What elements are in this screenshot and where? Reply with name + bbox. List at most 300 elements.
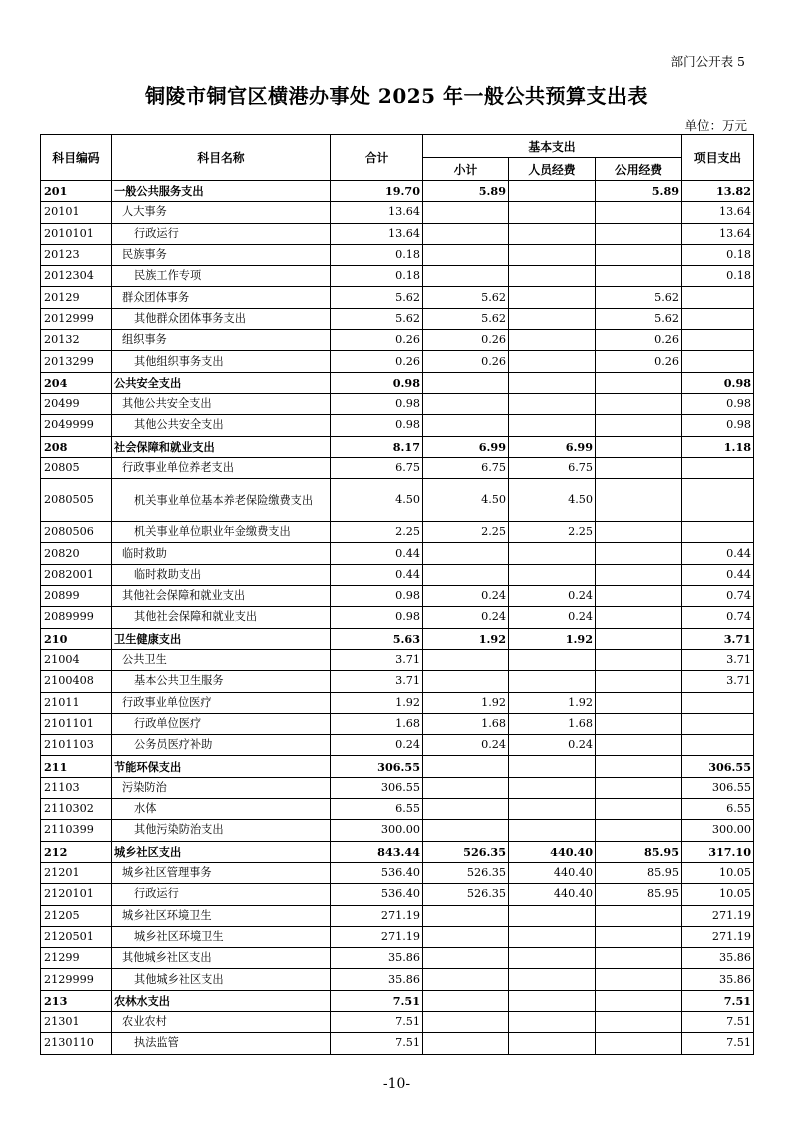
table-row <box>41 330 754 351</box>
cell-name: 其他污染防治支出 <box>112 820 331 841</box>
cell-subtotal <box>423 393 509 414</box>
cell-name: 人大事务 <box>112 202 331 223</box>
cell-personnel: 0.24 <box>509 735 596 756</box>
cell-subtotal <box>423 223 509 244</box>
cell-public: 0.26 <box>596 330 682 351</box>
cell-project <box>682 479 754 522</box>
cell-subtotal <box>423 969 509 990</box>
cell-project: 10.05 <box>682 884 754 905</box>
cell-subtotal: 5.62 <box>423 308 509 329</box>
cell-personnel <box>509 202 596 223</box>
cell-public <box>596 799 682 820</box>
table-row <box>41 308 754 329</box>
table-row <box>41 649 754 670</box>
cell-name: 社会保障和就业支出 <box>112 436 331 457</box>
cell-public <box>596 607 682 628</box>
cell-subtotal: 0.26 <box>423 351 509 372</box>
cell-total: 8.17 <box>331 436 423 457</box>
cell-project: 0.44 <box>682 564 754 585</box>
cell-code: 2013299 <box>41 351 112 372</box>
table-row <box>41 926 754 947</box>
header-public: 公用经费 <box>596 158 682 181</box>
table-row <box>41 479 754 522</box>
table-row <box>41 287 754 308</box>
cell-public <box>596 926 682 947</box>
cell-project: 35.86 <box>682 969 754 990</box>
cell-personnel <box>509 330 596 351</box>
cell-public <box>596 479 682 522</box>
cell-name: 公共卫生 <box>112 649 331 670</box>
cell-total: 19.70 <box>331 181 423 202</box>
cell-name: 其他城乡社区支出 <box>112 969 331 990</box>
header-project-expenditure: 项目支出 <box>682 135 754 181</box>
cell-code: 21103 <box>41 777 112 798</box>
cell-code: 2049999 <box>41 415 112 436</box>
table-row <box>41 777 754 798</box>
budget-table-container <box>40 134 753 1055</box>
cell-name: 行政事业单位医疗 <box>112 692 331 713</box>
cell-public <box>596 457 682 478</box>
cell-total: 13.64 <box>331 223 423 244</box>
table-row <box>41 862 754 883</box>
cell-name: 临时救助 <box>112 543 331 564</box>
cell-public <box>596 735 682 756</box>
cell-total: 0.98 <box>331 607 423 628</box>
cell-project: 306.55 <box>682 777 754 798</box>
cell-public <box>596 1033 682 1054</box>
cell-name: 执法监管 <box>112 1033 331 1054</box>
cell-total: 1.68 <box>331 713 423 734</box>
cell-personnel: 2.25 <box>509 522 596 543</box>
cell-total: 4.50 <box>331 479 423 522</box>
cell-personnel <box>509 415 596 436</box>
cell-name: 城乡社区管理事务 <box>112 862 331 883</box>
cell-project <box>682 692 754 713</box>
cell-subtotal <box>423 564 509 585</box>
cell-total: 271.19 <box>331 905 423 926</box>
cell-subtotal <box>423 372 509 393</box>
cell-subtotal: 526.35 <box>423 884 509 905</box>
cell-subtotal <box>423 202 509 223</box>
cell-project <box>682 735 754 756</box>
cell-total: 0.98 <box>331 393 423 414</box>
cell-total: 13.64 <box>331 202 423 223</box>
cell-total: 5.62 <box>331 308 423 329</box>
cell-total: 0.18 <box>331 244 423 265</box>
cell-public <box>596 756 682 777</box>
cell-personnel <box>509 393 596 414</box>
cell-project: 306.55 <box>682 756 754 777</box>
cell-personnel <box>509 287 596 308</box>
cell-subtotal: 0.24 <box>423 607 509 628</box>
cell-personnel: 1.92 <box>509 692 596 713</box>
cell-personnel: 440.40 <box>509 841 596 862</box>
cell-total: 3.71 <box>331 671 423 692</box>
cell-subtotal: 1.68 <box>423 713 509 734</box>
cell-project: 0.18 <box>682 244 754 265</box>
cell-name: 水体 <box>112 799 331 820</box>
table-row <box>41 692 754 713</box>
cell-public <box>596 820 682 841</box>
cell-subtotal <box>423 990 509 1011</box>
cell-public <box>596 713 682 734</box>
cell-name: 行政事业单位养老支出 <box>112 457 331 478</box>
cell-total: 0.98 <box>331 372 423 393</box>
cell-subtotal <box>423 266 509 287</box>
cell-code: 210 <box>41 628 112 649</box>
cell-code: 2110399 <box>41 820 112 841</box>
cell-public <box>596 969 682 990</box>
table-row <box>41 905 754 926</box>
cell-public <box>596 777 682 798</box>
cell-total: 0.18 <box>331 266 423 287</box>
cell-total: 0.26 <box>331 351 423 372</box>
cell-name: 节能环保支出 <box>112 756 331 777</box>
cell-project: 13.64 <box>682 223 754 244</box>
table-row <box>41 244 754 265</box>
table-row <box>41 756 754 777</box>
cell-personnel <box>509 926 596 947</box>
cell-total: 35.86 <box>331 948 423 969</box>
cell-project: 6.55 <box>682 799 754 820</box>
table-row <box>41 564 754 585</box>
cell-name: 民族工作专项 <box>112 266 331 287</box>
cell-name: 城乡社区环境卫生 <box>112 905 331 926</box>
cell-public <box>596 628 682 649</box>
cell-code: 21301 <box>41 1011 112 1032</box>
cell-code: 212 <box>41 841 112 862</box>
table-row <box>41 415 754 436</box>
cell-personnel <box>509 969 596 990</box>
cell-subtotal: 526.35 <box>423 862 509 883</box>
cell-total: 5.62 <box>331 287 423 308</box>
cell-project: 7.51 <box>682 1011 754 1032</box>
cell-code: 213 <box>41 990 112 1011</box>
cell-total: 1.92 <box>331 692 423 713</box>
cell-subtotal: 5.62 <box>423 287 509 308</box>
cell-name: 城乡社区环境卫生 <box>112 926 331 947</box>
cell-name: 一般公共服务支出 <box>112 181 331 202</box>
cell-name: 其他社会保障和就业支出 <box>112 607 331 628</box>
cell-public <box>596 415 682 436</box>
cell-total: 536.40 <box>331 862 423 883</box>
table-row <box>41 671 754 692</box>
cell-personnel <box>509 1011 596 1032</box>
cell-personnel: 4.50 <box>509 479 596 522</box>
cell-personnel: 6.99 <box>509 436 596 457</box>
cell-subtotal <box>423 543 509 564</box>
cell-name: 其他社会保障和就业支出 <box>112 586 331 607</box>
table-row <box>41 393 754 414</box>
cell-code: 20132 <box>41 330 112 351</box>
cell-personnel: 0.24 <box>509 607 596 628</box>
cell-personnel <box>509 756 596 777</box>
cell-subtotal <box>423 948 509 969</box>
cell-name: 公务员医疗补助 <box>112 735 331 756</box>
cell-code: 20899 <box>41 586 112 607</box>
cell-personnel <box>509 905 596 926</box>
cell-public <box>596 905 682 926</box>
cell-project: 10.05 <box>682 862 754 883</box>
cell-name: 机关事业单位职业年金缴费支出 <box>112 522 331 543</box>
cell-total: 5.63 <box>331 628 423 649</box>
cell-name: 污染防治 <box>112 777 331 798</box>
cell-name: 其他组织事务支出 <box>112 351 331 372</box>
cell-total: 3.71 <box>331 649 423 670</box>
cell-personnel: 440.40 <box>509 884 596 905</box>
cell-public <box>596 244 682 265</box>
cell-personnel <box>509 244 596 265</box>
budget-expenditure-table <box>40 134 754 1055</box>
cell-code: 208 <box>41 436 112 457</box>
cell-public <box>596 436 682 457</box>
cell-name: 基本公共卫生服务 <box>112 671 331 692</box>
cell-total: 7.51 <box>331 1033 423 1054</box>
table-row <box>41 799 754 820</box>
cell-code: 2130110 <box>41 1033 112 1054</box>
table-row <box>41 820 754 841</box>
cell-public: 85.95 <box>596 884 682 905</box>
cell-subtotal <box>423 649 509 670</box>
cell-personnel <box>509 564 596 585</box>
cell-public <box>596 223 682 244</box>
cell-total: 300.00 <box>331 820 423 841</box>
cell-personnel <box>509 777 596 798</box>
cell-total: 843.44 <box>331 841 423 862</box>
cell-name: 群众团体事务 <box>112 287 331 308</box>
table-row <box>41 181 754 202</box>
cell-code: 2120501 <box>41 926 112 947</box>
cell-public <box>596 948 682 969</box>
cell-subtotal: 0.26 <box>423 330 509 351</box>
table-row <box>41 1011 754 1032</box>
cell-total: 0.44 <box>331 543 423 564</box>
cell-public <box>596 564 682 585</box>
cell-total: 0.98 <box>331 586 423 607</box>
cell-subtotal: 4.50 <box>423 479 509 522</box>
cell-total: 536.40 <box>331 884 423 905</box>
cell-project <box>682 713 754 734</box>
cell-name: 机关事业单位基本养老保险缴费支出 <box>112 479 331 522</box>
cell-subtotal: 6.75 <box>423 457 509 478</box>
cell-total: 0.98 <box>331 415 423 436</box>
cell-public: 0.26 <box>596 351 682 372</box>
cell-name: 行政运行 <box>112 223 331 244</box>
cell-code: 21299 <box>41 948 112 969</box>
cell-project: 0.98 <box>682 372 754 393</box>
cell-personnel: 6.75 <box>509 457 596 478</box>
cell-project <box>682 287 754 308</box>
table-row <box>41 351 754 372</box>
cell-personnel <box>509 308 596 329</box>
cell-code: 2080505 <box>41 479 112 522</box>
page-number: -10- <box>382 1076 411 1092</box>
cell-code: 2100408 <box>41 671 112 692</box>
cell-personnel: 1.68 <box>509 713 596 734</box>
cell-personnel <box>509 1033 596 1054</box>
table-row <box>41 969 754 990</box>
cell-public <box>596 671 682 692</box>
cell-name: 民族事务 <box>112 244 331 265</box>
cell-public <box>596 586 682 607</box>
cell-project: 271.19 <box>682 905 754 926</box>
table-row <box>41 628 754 649</box>
cell-personnel <box>509 372 596 393</box>
table-row <box>41 713 754 734</box>
cell-public <box>596 1011 682 1032</box>
cell-subtotal: 6.99 <box>423 436 509 457</box>
cell-code: 20499 <box>41 393 112 414</box>
cell-name: 公共安全支出 <box>112 372 331 393</box>
cell-project: 300.00 <box>682 820 754 841</box>
cell-subtotal: 5.89 <box>423 181 509 202</box>
cell-code: 21004 <box>41 649 112 670</box>
cell-personnel: 1.92 <box>509 628 596 649</box>
cell-code: 2129999 <box>41 969 112 990</box>
table-row <box>41 607 754 628</box>
table-row <box>41 457 754 478</box>
cell-project: 271.19 <box>682 926 754 947</box>
cell-code: 2012999 <box>41 308 112 329</box>
cell-project: 3.71 <box>682 628 754 649</box>
cell-public <box>596 393 682 414</box>
table-row <box>41 990 754 1011</box>
cell-public: 5.62 <box>596 308 682 329</box>
cell-subtotal: 526.35 <box>423 841 509 862</box>
cell-public <box>596 990 682 1011</box>
cell-name: 行政单位医疗 <box>112 713 331 734</box>
cell-personnel <box>509 948 596 969</box>
cell-code: 204 <box>41 372 112 393</box>
cell-project: 0.98 <box>682 393 754 414</box>
header-subtotal: 小计 <box>423 158 509 181</box>
cell-personnel <box>509 649 596 670</box>
cell-subtotal <box>423 799 509 820</box>
cell-subtotal <box>423 777 509 798</box>
header-name: 科目名称 <box>112 135 331 181</box>
table-row <box>41 436 754 457</box>
cell-name: 其他群众团体事务支出 <box>112 308 331 329</box>
table-row <box>41 372 754 393</box>
cell-total: 2.25 <box>331 522 423 543</box>
table-row <box>41 841 754 862</box>
cell-project: 317.10 <box>682 841 754 862</box>
cell-subtotal <box>423 926 509 947</box>
cell-subtotal <box>423 415 509 436</box>
cell-code: 20820 <box>41 543 112 564</box>
cell-name: 卫生健康支出 <box>112 628 331 649</box>
cell-public: 5.89 <box>596 181 682 202</box>
cell-personnel <box>509 820 596 841</box>
cell-subtotal: 0.24 <box>423 735 509 756</box>
cell-personnel <box>509 799 596 820</box>
table-row <box>41 202 754 223</box>
cell-subtotal <box>423 1011 509 1032</box>
cell-total: 6.75 <box>331 457 423 478</box>
cell-code: 2101103 <box>41 735 112 756</box>
header-total: 合计 <box>331 135 423 181</box>
cell-project <box>682 330 754 351</box>
cell-total: 306.55 <box>331 756 423 777</box>
cell-total: 0.26 <box>331 330 423 351</box>
cell-name: 农林水支出 <box>112 990 331 1011</box>
cell-total: 0.24 <box>331 735 423 756</box>
cell-name: 其他城乡社区支出 <box>112 948 331 969</box>
cell-code: 2082001 <box>41 564 112 585</box>
cell-name: 其他公共安全支出 <box>112 393 331 414</box>
cell-subtotal <box>423 756 509 777</box>
cell-public: 5.62 <box>596 287 682 308</box>
cell-subtotal <box>423 820 509 841</box>
cell-project: 0.98 <box>682 415 754 436</box>
cell-project: 13.82 <box>682 181 754 202</box>
table-number-label: 部门公开表 5 <box>670 54 745 69</box>
table-row <box>41 223 754 244</box>
cell-project <box>682 522 754 543</box>
cell-subtotal <box>423 1033 509 1054</box>
cell-code: 20129 <box>41 287 112 308</box>
cell-public: 85.95 <box>596 862 682 883</box>
cell-public <box>596 266 682 287</box>
cell-total: 7.51 <box>331 1011 423 1032</box>
cell-code: 21011 <box>41 692 112 713</box>
cell-personnel <box>509 266 596 287</box>
cell-code: 21201 <box>41 862 112 883</box>
cell-project: 0.74 <box>682 586 754 607</box>
table-row <box>41 1033 754 1054</box>
cell-name: 行政运行 <box>112 884 331 905</box>
cell-total: 0.44 <box>331 564 423 585</box>
cell-code: 211 <box>41 756 112 777</box>
cell-code: 2110302 <box>41 799 112 820</box>
cell-code: 20123 <box>41 244 112 265</box>
cell-subtotal <box>423 244 509 265</box>
table-header <box>41 135 754 181</box>
cell-personnel <box>509 543 596 564</box>
cell-personnel <box>509 223 596 244</box>
table-row <box>41 266 754 287</box>
table-row <box>41 948 754 969</box>
cell-project <box>682 351 754 372</box>
cell-subtotal <box>423 905 509 926</box>
header-personnel: 人员经费 <box>509 158 596 181</box>
table-row <box>41 543 754 564</box>
cell-code: 20101 <box>41 202 112 223</box>
cell-project: 7.51 <box>682 990 754 1011</box>
cell-personnel <box>509 671 596 692</box>
cell-name: 农业农村 <box>112 1011 331 1032</box>
cell-code: 2089999 <box>41 607 112 628</box>
table-row <box>41 522 754 543</box>
cell-name: 组织事务 <box>112 330 331 351</box>
cell-code: 2010101 <box>41 223 112 244</box>
cell-total: 306.55 <box>331 777 423 798</box>
cell-code: 21205 <box>41 905 112 926</box>
table-row <box>41 884 754 905</box>
cell-personnel: 0.24 <box>509 586 596 607</box>
cell-name: 城乡社区支出 <box>112 841 331 862</box>
cell-code: 201 <box>41 181 112 202</box>
cell-subtotal <box>423 671 509 692</box>
cell-subtotal: 1.92 <box>423 628 509 649</box>
cell-public <box>596 692 682 713</box>
cell-total: 7.51 <box>331 990 423 1011</box>
cell-public <box>596 372 682 393</box>
table-row <box>41 735 754 756</box>
cell-total: 35.86 <box>331 969 423 990</box>
cell-personnel: 440.40 <box>509 862 596 883</box>
cell-code: 2120101 <box>41 884 112 905</box>
